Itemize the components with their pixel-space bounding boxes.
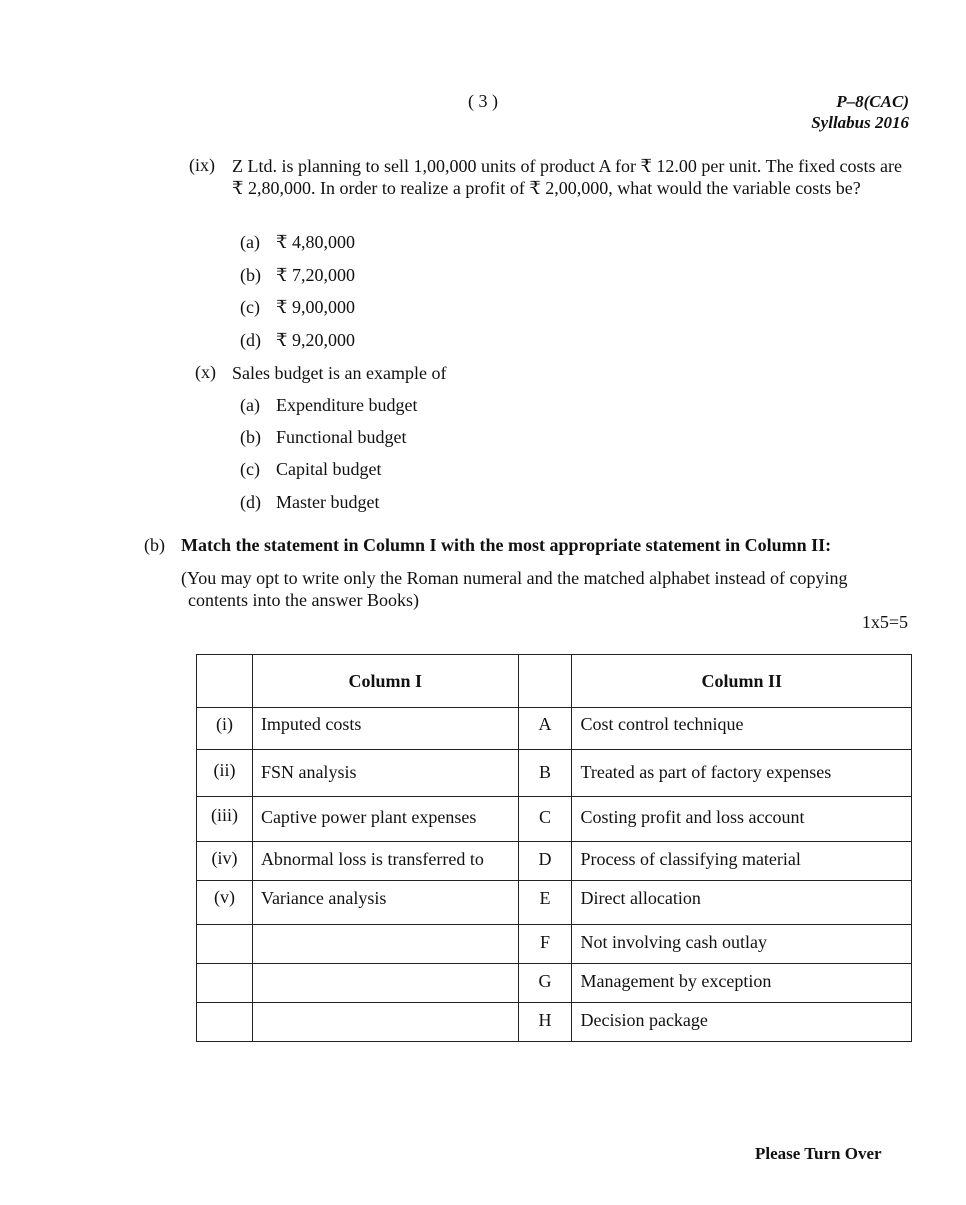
option	[240, 427, 406, 448]
marks-allocation: 1x5=5	[861, 612, 908, 632]
paper-code: P–8(CAC)	[836, 92, 909, 111]
column-ii-text: Not involving cash outlay	[572, 925, 912, 964]
header-cell	[197, 655, 253, 708]
row-letter: G	[518, 964, 572, 1003]
option-text: ₹ 4,80,000	[276, 232, 355, 252]
column-i-text: Abnormal loss is transferred to	[252, 842, 518, 881]
option-text: ₹ 7,20,000	[276, 265, 355, 285]
option	[240, 459, 381, 480]
column-ii-text: Treated as part of factory expenses	[572, 750, 912, 797]
question-number: (x)	[195, 362, 216, 382]
row-number	[197, 1003, 253, 1042]
table-row	[197, 842, 912, 881]
question-text: Z Ltd. is planning to sell 1,00,000 units of product A for ₹ 12.00 per unit. The fixed costs are ₹ 2,80,000. In order to realize a profit of ₹ 2,00,000, what would the variable costs be?	[232, 156, 903, 198]
please-turn-over: Please Turn Over	[755, 1144, 882, 1163]
column-ii-text: Decision package	[572, 1003, 912, 1042]
option	[240, 265, 355, 286]
option-text: ₹ 9,00,000	[276, 297, 355, 317]
row-letter: A	[518, 708, 572, 750]
instruction-note-line2: contents into the answer Books)	[188, 590, 419, 610]
row-letter: D	[518, 842, 572, 881]
option	[240, 395, 417, 416]
row-number: (iii)	[197, 797, 253, 842]
option-text: Expenditure budget	[276, 395, 418, 415]
table-row	[197, 708, 912, 750]
column-i-text: Variance analysis	[252, 881, 518, 925]
table-row	[197, 797, 912, 842]
row-number: (ii)	[197, 750, 253, 797]
column-ii-text: Cost control technique	[572, 708, 912, 750]
table-row	[197, 1003, 912, 1042]
table-row	[197, 964, 912, 1003]
row-number: (v)	[197, 881, 253, 925]
option-label: (d)	[240, 492, 261, 512]
table-header-row	[197, 655, 912, 708]
row-number: (iv)	[197, 842, 253, 881]
option-text: ₹ 9,20,000	[276, 330, 355, 350]
column-ii-text: Management by exception	[572, 964, 912, 1003]
row-number	[197, 964, 253, 1003]
column-ii-text: Process of classifying material	[572, 842, 912, 881]
table-row	[197, 750, 912, 797]
row-letter: C	[518, 797, 572, 842]
option-text: Master budget	[276, 492, 380, 512]
header-cell-column-i: Column I	[252, 655, 518, 708]
column-ii-text: Costing profit and loss account	[572, 797, 912, 842]
row-letter: H	[518, 1003, 572, 1042]
option-label: (a)	[240, 232, 260, 252]
row-number	[197, 925, 253, 964]
column-i-text: FSN analysis	[252, 750, 518, 797]
column-i-text: Imputed costs	[252, 708, 518, 750]
match-table	[196, 654, 912, 1042]
option	[240, 232, 355, 253]
section-heading: Match the statement in Column I with the most appropriate statement in Column II:	[181, 535, 832, 555]
option-text: Capital budget	[276, 459, 382, 479]
table-row	[197, 925, 912, 964]
syllabus-label: Syllabus 2016	[811, 113, 909, 132]
page-number: ( 3 )	[468, 91, 498, 111]
row-letter: F	[518, 925, 572, 964]
section-label: (b)	[144, 535, 165, 555]
option	[240, 297, 355, 318]
row-number: (i)	[197, 708, 253, 750]
row-letter: B	[518, 750, 572, 797]
column-i-text	[252, 925, 518, 964]
option	[240, 492, 379, 513]
column-i-text	[252, 1003, 518, 1042]
header-cell	[518, 655, 572, 708]
option-text: Functional budget	[276, 427, 407, 447]
option-label: (b)	[240, 427, 261, 447]
row-letter: E	[518, 881, 572, 925]
header-cell-column-ii: Column II	[572, 655, 912, 708]
option-label: (d)	[240, 330, 261, 350]
column-ii-text: Direct allocation	[572, 881, 912, 925]
table-row	[197, 881, 912, 925]
column-i-text: Captive power plant expenses	[252, 797, 518, 842]
question-text: Sales budget is an example of	[232, 363, 447, 383]
option-label: (c)	[240, 459, 260, 479]
option-label: (c)	[240, 297, 260, 317]
paper-code-block	[811, 91, 909, 133]
option	[240, 330, 355, 351]
question-number: (ix)	[189, 155, 215, 175]
option-label: (b)	[240, 265, 261, 285]
instruction-note-line1: (You may opt to write only the Roman numeral and the matched alphabet instead of copying	[181, 568, 848, 588]
option-label: (a)	[240, 395, 260, 415]
column-i-text	[252, 964, 518, 1003]
